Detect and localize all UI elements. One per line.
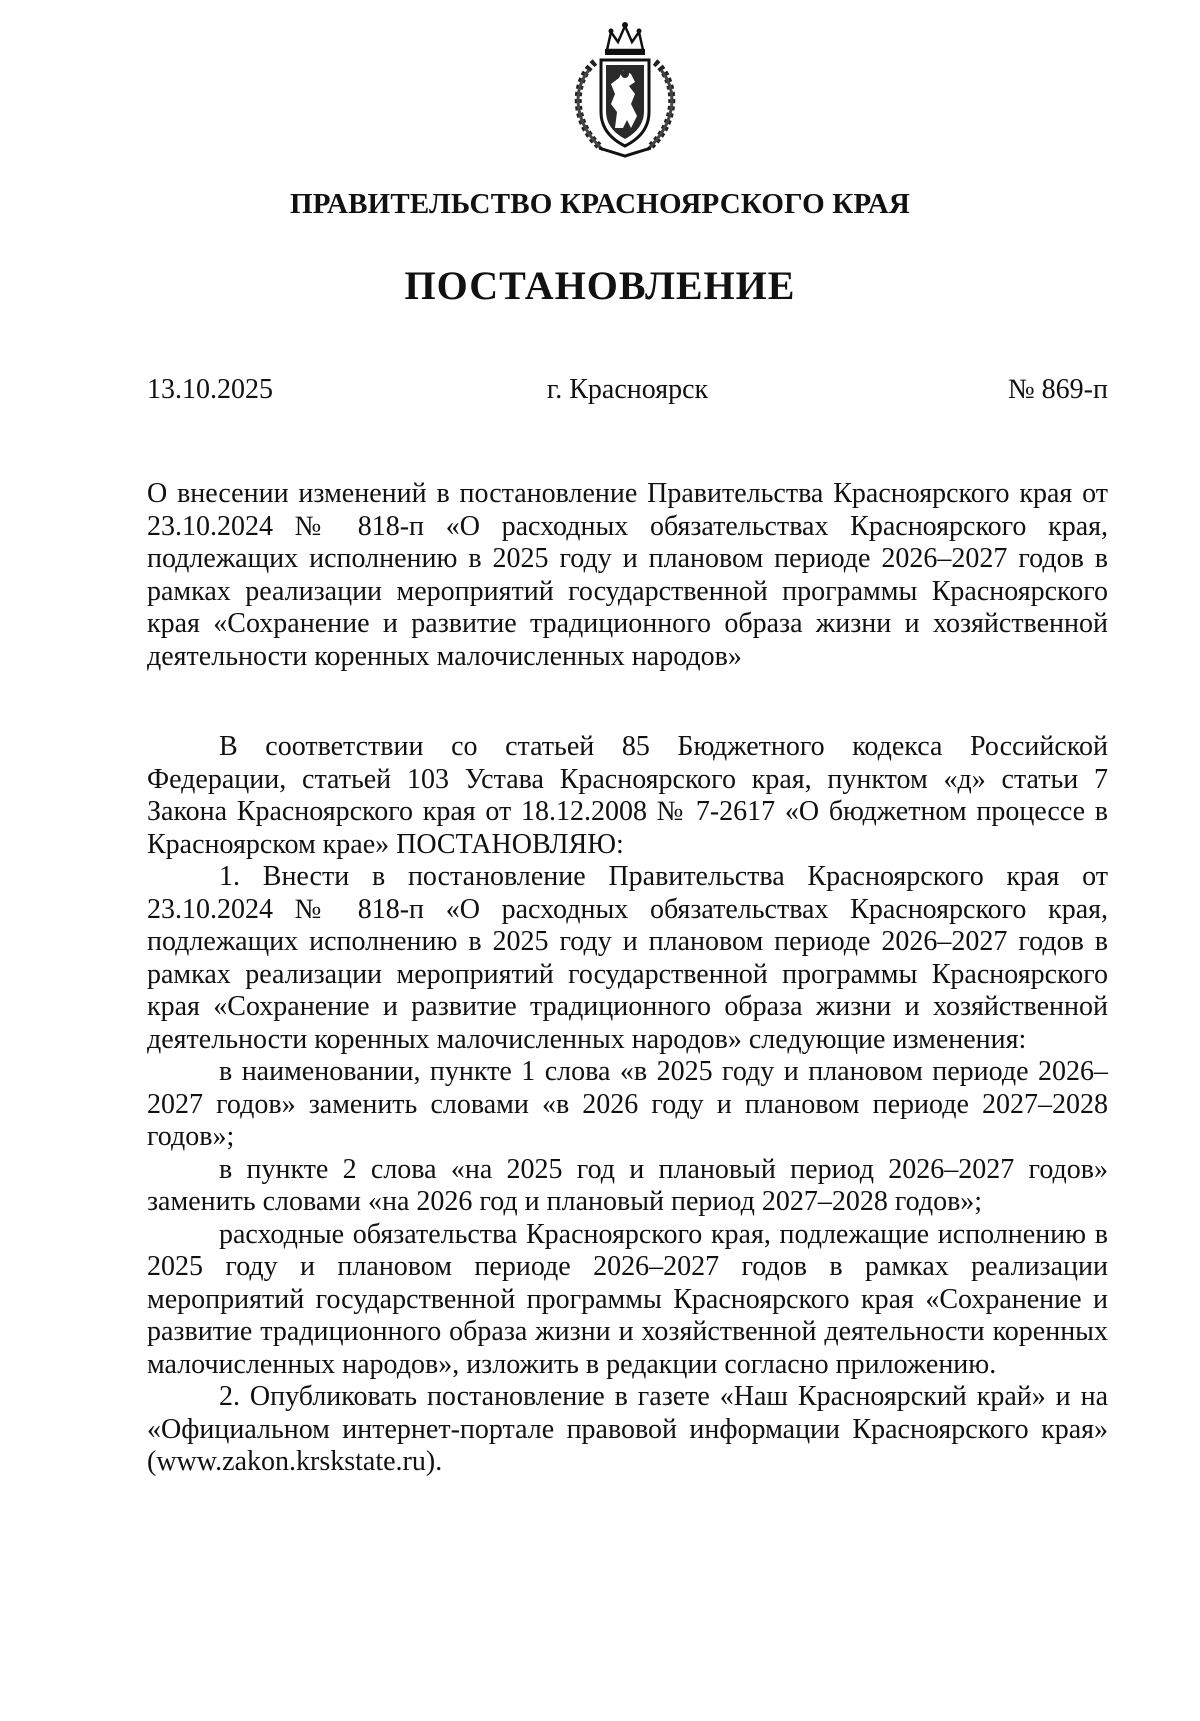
preamble-paragraph: В соответствии со статьей 85 Бюджетного кодекса Российской Федерации, статьей 103 Устава Красноярского края, пунктом «д» статьи 7 Закона Красноярского края от 18.12.2008 № 7-2617 «О бюджетном процессе в Красноярском крае» ПОСТАНОВЛЯЮ:	[147, 731, 1108, 860]
document-body	[147, 731, 1108, 1479]
krasnoyarsk-coat-of-arms-icon	[565, 20, 685, 160]
document-subject: О внесении изменений в постановление Правительства Красноярского края от 23.10.2024 № 818-п «О расходных обязательствах Красноярского края, подлежащих исполнению в 2025 году и плановом периоде 2026–2027 годов в рамках реализации мероприятий государственной программы Красноярского края «Сохранение и развитие традиционного образа жизни и хозяйственной деятельности коренных малочисленных народов»	[147, 478, 1108, 672]
document-meta-row	[147, 374, 1108, 410]
change-3-paragraph: расходные обязательства Красноярского края, подлежащие исполнению в 2025 году и плановом периоде 2026–2027 годов в рамках реализации мероприятий государственной программы Красноярского края «Сохранение и развитие традиционного образа жизни и хозяйственной деятельности коренных малочисленных народов», изложить в редакции согласно приложению.	[147, 1218, 1108, 1380]
document-type-title: ПОСТАНОВЛЕНИЕ	[404, 263, 796, 308]
document-date: 13.10.2025	[147, 374, 273, 405]
item-1-paragraph: 1. Внести в постановление Правительства Красноярского края от 23.10.2024 № 818-п «О расходных обязательствах Красноярского края, подлежащих исполнению в 2025 году и плановом периоде 2026–2027 годов в рамках реализации мероприятий государственной программы Красноярского края «Сохранение и развитие традиционного образа жизни и хозяйственной деятельности коренных малочисленных народов» следующие изменения:	[147, 861, 1108, 1055]
change-1-paragraph: в наименовании, пункте 1 слова «в 2025 году и плановом периоде 2026–2027 годов» заменить словами «в 2026 году и плановом периоде 2027–2028 годов»;	[147, 1056, 1108, 1152]
change-2-paragraph: в пункте 2 слова «на 2025 год и плановый период 2026–2027 годов» заменить словами «на 2026 год и плановый период 2027–2028 годов»;	[147, 1153, 1108, 1217]
organization-title: ПРАВИТЕЛЬСТВО КРАСНОЯРСКОГО КРАЯ	[289, 188, 911, 220]
document-number: № 869-п	[1007, 374, 1108, 405]
document-city: г. Красноярск	[546, 374, 709, 405]
item-2-paragraph: 2. Опубликовать постановление в газете «Наш Красноярский край» и на «Официальном интернет-портале правовой информации Красноярского края» (www.zakon.krskstate.ru).	[147, 1381, 1108, 1477]
